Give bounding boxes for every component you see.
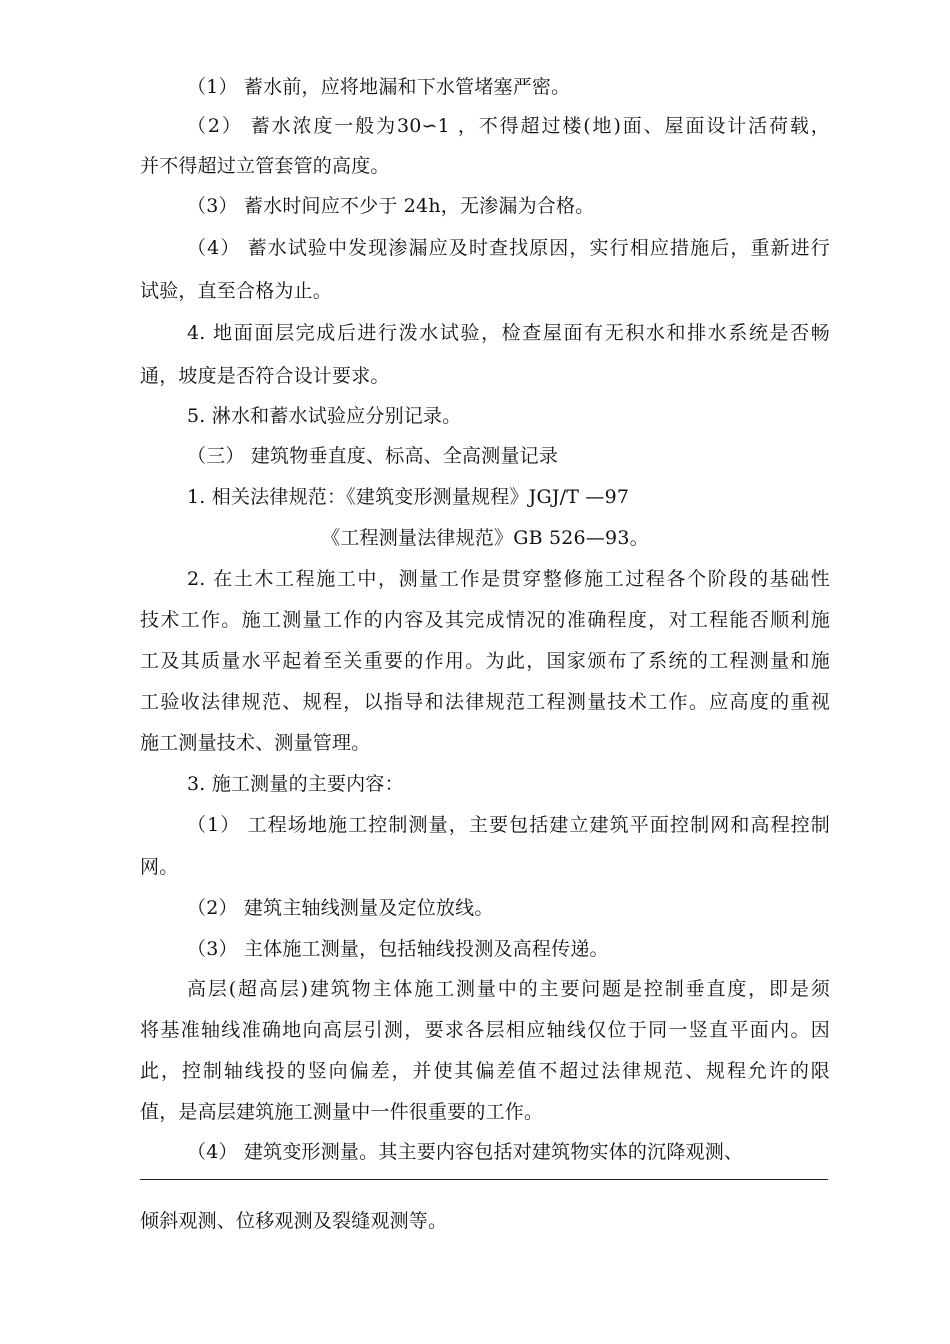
text-line: （2） 蓄水浓度一般为30∽1 ，不得超过楼(地)面、屋面设计活荷载， bbox=[187, 115, 830, 137]
text-line: 试验，直至合格为止。 bbox=[140, 280, 333, 302]
section-heading: （三） 建筑物垂直度、标高、全高测量记录 bbox=[187, 445, 559, 467]
text-line: 4. 地面面层完成后进行泼水试验，检查屋面有无积水和排水系统是否畅 bbox=[187, 322, 830, 344]
text-line: 通，坡度是否符合设计要求。 bbox=[140, 365, 390, 387]
text-line: 高层(超高层)建筑物主体施工测量中的主要问题是控制垂直度，即是须 bbox=[187, 978, 830, 1000]
text-line: 《工程测量法律规范》GB 526—93。 bbox=[321, 527, 649, 549]
text-line: 1. 相关法律规范：《建筑变形测量规程》JGJ/T —97 bbox=[187, 486, 630, 508]
text-line: 工及其质量水平起着至关重要的作用。为此，国家颁布了系统的工程测量和施 bbox=[140, 650, 830, 672]
text-line: 工验收法律规范、规程，以指导和法律规范工程测量技术工作。应高度的重视 bbox=[140, 691, 830, 713]
text-line: 5. 淋水和蓄水试验应分别记录。 bbox=[187, 405, 462, 427]
text-line: （4） 建筑变形测量。其主要内容包括对建筑物实体的沉降观测、 bbox=[187, 1141, 744, 1163]
text-line: （2） 建筑主轴线测量及定位放线。 bbox=[187, 897, 494, 919]
text-line: 施工测量技术、测量管理。 bbox=[140, 732, 371, 754]
text-line: 将基准轴线准确地向高层引测，要求各层相应轴线仅位于同一竖直平面内。因 bbox=[140, 1019, 830, 1041]
text-line: 2. 在土木工程施工中，测量工作是贯穿整修施工过程各个阶段的基础性 bbox=[187, 568, 830, 590]
text-line: （1） 蓄水前，应将地漏和下水管堵塞严密。 bbox=[187, 76, 571, 98]
text-line: （3） 蓄水时间应不少于 24h，无渗漏为合格。 bbox=[187, 195, 595, 217]
text-line: （3） 主体施工测量，包括轴线投测及高程传递。 bbox=[187, 938, 609, 960]
text-line: （1） 工程场地施工控制测量，主要包括建立建筑平面控制网和高程控制 bbox=[187, 814, 830, 836]
text-line: 技术工作。施工测量工作的内容及其完成情况的准确程度，对工程能否顺利施 bbox=[140, 609, 830, 631]
text-line: 并不得超过立管套管的高度。 bbox=[140, 155, 390, 177]
text-line: （4） 蓄水试验中发现渗漏应及时查找原因，实行相应措施后，重新进行 bbox=[187, 237, 830, 259]
text-line: 3. 施工测量的主要内容： bbox=[187, 773, 404, 795]
text-line: 值，是高层建筑施工测量中一件很重要的工作。 bbox=[140, 1101, 544, 1123]
text-line: 网。 bbox=[140, 856, 179, 878]
footnote-separator bbox=[140, 1179, 828, 1180]
text-line: 此，控制轴线投的竖向偏差，并使其偏差值不超过法律规范、规程允许的限 bbox=[140, 1060, 830, 1082]
footnote-text: 倾斜观测、位移观测及裂缝观测等。 bbox=[140, 1210, 448, 1232]
